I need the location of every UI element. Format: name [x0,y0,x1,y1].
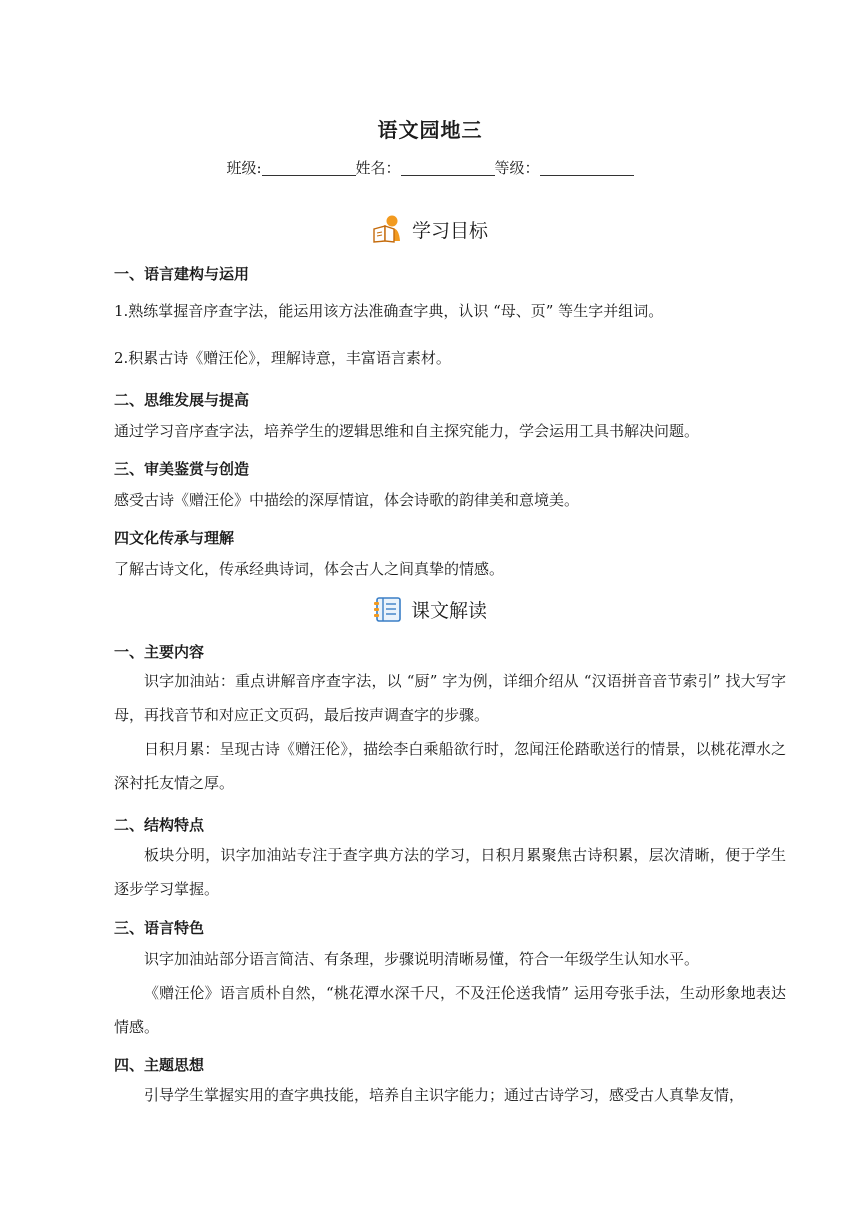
reading-s3-title: 三、语言特色 [114,919,205,937]
reading-s1-p1: 识字加油站：重点讲解音序查字法，以 “厨” 字为例，详细介绍从 “汉语拼音音节索引” 找大写字母，再找音节和对应正文页码，最后按声调查字的步骤。 [114,672,786,724]
reading-s1-title: 一、主要内容 [114,643,205,661]
class-label: 班级: [226,159,262,177]
reading-heading-text: 课文解读 [410,600,487,622]
goals-s3-title: 三、审美鉴赏与创造 [114,460,250,478]
reading-heading [0,595,860,628]
notebook-icon [373,595,403,628]
grade-label: 等级： [494,159,540,177]
reading-s1-p2: 日积月累：呈现古诗《赠汪伦》，描绘李白乘船欲行时，忽闻汪伦踏歌送行的情景，以桃花潭水之深衬托友情之厚。 [114,740,786,792]
goals-s3-p: 感受古诗《赠汪伦》中描绘的深厚情谊，体会诗歌的韵律美和意境美。 [114,491,580,509]
reading-s2-p: 板块分明，识字加油站专注于查字典方法的学习，日积月累聚焦古诗积累，层次清晰，便于学生逐步学习掌握。 [114,846,786,898]
goals-heading-text: 学习目标 [411,220,488,242]
class-blank [262,159,356,176]
name-label: 姓名： [355,159,401,177]
goals-s1-title: 一、语言建构与运用 [114,265,250,283]
goals-s1-p2: 2.积累古诗《赠汪伦》，理解诗意，丰富语言素材。 [114,349,451,367]
page-title: 语文园地三 [377,118,483,142]
reading-person-icon [372,215,404,248]
reading-s3-p1: 识字加油站部分语言简洁、有条理，步骤说明清晰易懂，符合一年级学生认知水平。 [144,950,700,968]
reading-s4-title: 四、主题思想 [114,1056,205,1074]
reading-s2-title: 二、结构特点 [114,816,205,834]
grade-blank [540,159,634,176]
reading-s4-p: 引导学生掌握实用的查字典技能，培养自主识字能力；通过古诗学习，感受古人真挚友情， [144,1086,745,1104]
reading-s3-p2: 《赠汪伦》语言质朴自然，“桃花潭水深千尺，不及汪伦送我情” 运用夸张手法，生动形象地表达情感。 [114,984,786,1036]
goals-s4-title: 四文化传承与理解 [114,529,235,547]
goals-s2-p: 通过学习音序查字法，培养学生的逻辑思维和自主探究能力，学会运用工具书解决问题。 [114,422,700,440]
goals-s4-p: 了解古诗文化，传承经典诗词，体会古人之间真挚的情感。 [114,560,505,578]
goals-heading [0,215,860,248]
goals-s2-title: 二、思维发展与提高 [114,391,250,409]
goals-s1-p1: 1.熟练掌握音序查字法，能运用该方法准确查字典，认识 “母、页” 等生字并组词。 [114,302,664,320]
student-info-line [0,157,860,178]
name-blank [401,159,495,176]
